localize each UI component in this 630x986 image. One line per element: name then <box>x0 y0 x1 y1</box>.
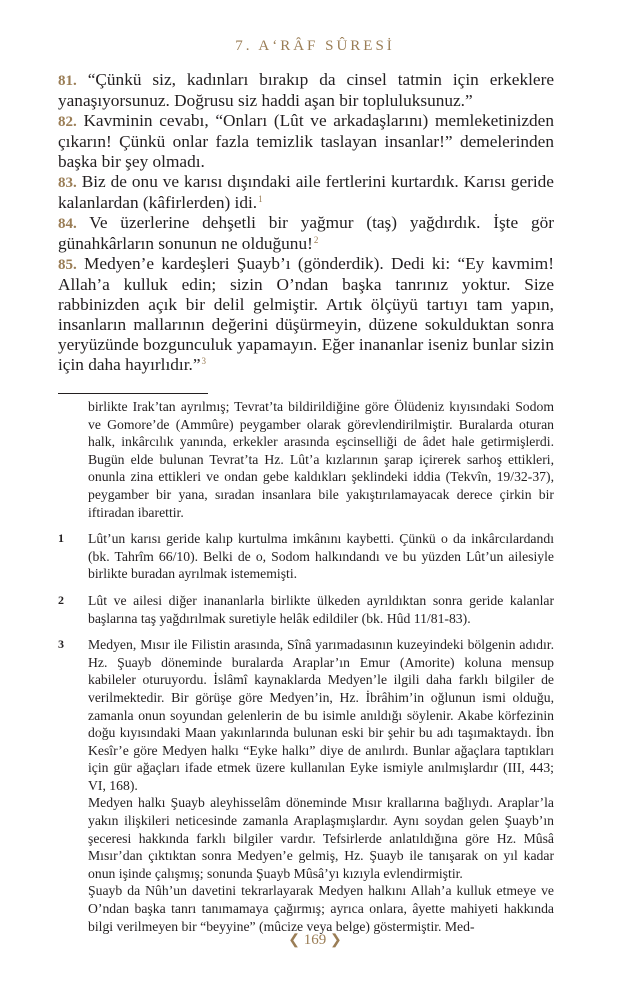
footnote-text: Medyen, Mısır ile Filistin arasında, Sînâ yarımadasının kuzeyindeki bölgenin adıdır. Hz. Şuayb döneminde buralarda Araplar’ın Emur (Amorite) koluna mensup kabileler oturuyordu. İslâmî kaynaklarda Medyen’le ilgili daha farklı bilgiler de verilmektedir. Bir görüşe göre Medyen’in, Hz. İbrâhim’in oğlunun ismi olduğu, zamanla onun soyundan gelenlerin de bu isimle anıldığı söylenir. Akabe körfezinin doğu kıyısındaki Maan yakınlarında bulunan eski bir şehir bu adı taşımaktaydı. İbn Kesîr’e göre Medyen halkı “Eyke halkı” diye de anılırdı. Bunlar ağaçlara taptıkları için gür ağaçları ifade etmek üzere kullanılan Eyke ismiyle anılmışlardır (III, 443; VI, 168). <box>88 637 554 793</box>
footnote-number <box>58 398 88 521</box>
footnotes <box>58 398 554 935</box>
footnote-number <box>58 882 88 935</box>
footnote-number: 3 <box>58 637 64 652</box>
footnote-marker[interactable]: 1 <box>258 194 263 204</box>
footnote-number: 1 <box>58 531 64 546</box>
footnote-text: Lût’un karısı geride kalıp kurtulma imkânını kaybetti. Çünkü o da inkârcılardandı (bk. Tahrîm 66/10). Belki de o, Sodom halkındandı ve bu yüzden Lût’un ailesiyle birlikte buradan ayrılmak istememişti. <box>88 531 554 582</box>
right-ornament-icon: ❯ <box>330 933 342 948</box>
left-ornament-icon: ❮ <box>288 933 300 948</box>
verse-number: 83. <box>58 175 77 191</box>
verse-text: Ve üzerlerine dehşetli bir yağmur (taş) yağdırdık. İşte gör günahkârların sonunun ne olduğunu! <box>58 213 554 253</box>
page-number <box>0 932 630 949</box>
verse-82 <box>58 111 554 172</box>
footnote-marker[interactable]: 3 <box>201 356 207 366</box>
footnote-text: Medyen halkı Şuayb aleyhisselâm döneminde Mısır krallarına bağlıydı. Araplar’la yakın ilişkileri neticesinde zamanla Araplaşmışlardır. Aynı soydan gelen Şuayb’ın şeceresi hakkında farklı bilgiler vardır. Tefsirlerde anlatıldığına göre Hz. Mûsâ Mısır’dan çıktıktan sonra Medyen’e gelmiş, Hz. Şuayb ile tanışarak on yıl kadar onun işinde çalışmış; sonunda Şuayb Mûsâ’yı kızıyla evlendirmiştir. <box>88 795 554 881</box>
footnote-text: birlikte Irak’tan ayrılmış; Tevrat’ta bildirildiğine göre Ölüdeniz kıyısındaki Sodom ve Gomore’de (Ammûre) peygamber olarak görevlendirilmiştir. Buralarda oturan halk, inkârcılık yanında, erkekler arasında eşcinselliği de âdet hale getirmişlerdi. Bugün elde bulunan Tevrat’ta Hz. Lût’a kızlarının şarap içirerek sarhoş ettikleri, onunla zina ettikleri ve ondan gebe kaldıkları şeklindeki iddia (Tekvîn, 19/32-37), peygamber bir yana, sıradan insanlara bile yakıştırılamayacak derece çirkin bir iftiradan ibarettir. <box>88 399 554 520</box>
footnote-3-paragraph <box>58 794 554 882</box>
footnote-number <box>58 794 88 882</box>
verse-84 <box>58 213 554 254</box>
footnote-number: 2 <box>58 592 64 607</box>
footnote-text: Lût ve ailesi diğer inananlarla birlikte ülkeden ayrıldıktan sonra geride kalanlar başlarına taş yağdırılmak suretiyle helâk edildiler (bk. Hûd 11/81-83). <box>88 592 554 626</box>
footnote-3-paragraph <box>58 882 554 935</box>
verse-number: 81. <box>58 73 77 89</box>
verse-81 <box>58 70 554 111</box>
footnote-1 <box>58 530 554 583</box>
footnote-2 <box>58 592 554 627</box>
verse-number: 85. <box>58 257 77 273</box>
verse-text: “Çünkü siz, kadınları bırakıp da cinsel tatmin için erkeklere yanaşıyorsunuz. Doğrusu siz haddi aşan bir topluluksunuz.” <box>58 70 554 110</box>
page-number-text: 169 <box>303 932 327 948</box>
verse-83 <box>58 172 554 213</box>
verse-number: 82. <box>58 114 77 130</box>
footnote-3 <box>58 636 554 794</box>
verse-85 <box>58 254 554 375</box>
verse-number: 84. <box>58 216 77 232</box>
verse-text: Kavminin cevabı, “Onları (Lût ve arkadaşlarını) memleketinizden çıkarın! Çünkü onlar fazla temizlik taslayan insanlar!” demelerinden başka bir şey olmadı. <box>58 111 554 171</box>
verse-block <box>58 70 554 375</box>
running-header: 7. A‘RÂF SÛRESİ <box>235 38 395 54</box>
verse-text: Medyen’e kardeşleri Şuayb’ı (gönderdik). Dedi ki: “Ey kavmim! Allah’a kulluk edin; sizin O’ndan başka tanrınız yoktur. Size rabbinizden açık bir delil gelmiştir. Artık ölçüyü tartıyı tam yapın, insanların mallarının değerini düşürmeyin, düzene sokulduktan sonra yeryüzünde bozgunculuk yapamayın. Eğer inananlar iseniz bunlar sizin için daha hayırlıdır.” <box>58 254 554 374</box>
verse-text: Biz de onu ve karısı dışındaki aile fertlerini kurtardık. Karısı geride kalanlardan (kâfirlerden) idi. <box>58 172 554 212</box>
footnote-continuation <box>58 398 554 521</box>
footnote-divider <box>58 393 208 394</box>
footnote-text: Şuayb da Nûh’un davetini tekrarlayarak Medyen halkını Allah’a kulluk etmeye ve O’ndan başka tanrı tanımamaya çağırmış; ayrıca onlara, âyette mahiyeti hakkında bilgi verilmeyen bir “beyyine” (mûcize veya belge) göstermiştir. Med- <box>88 883 554 934</box>
footnote-marker[interactable]: 2 <box>313 235 319 245</box>
